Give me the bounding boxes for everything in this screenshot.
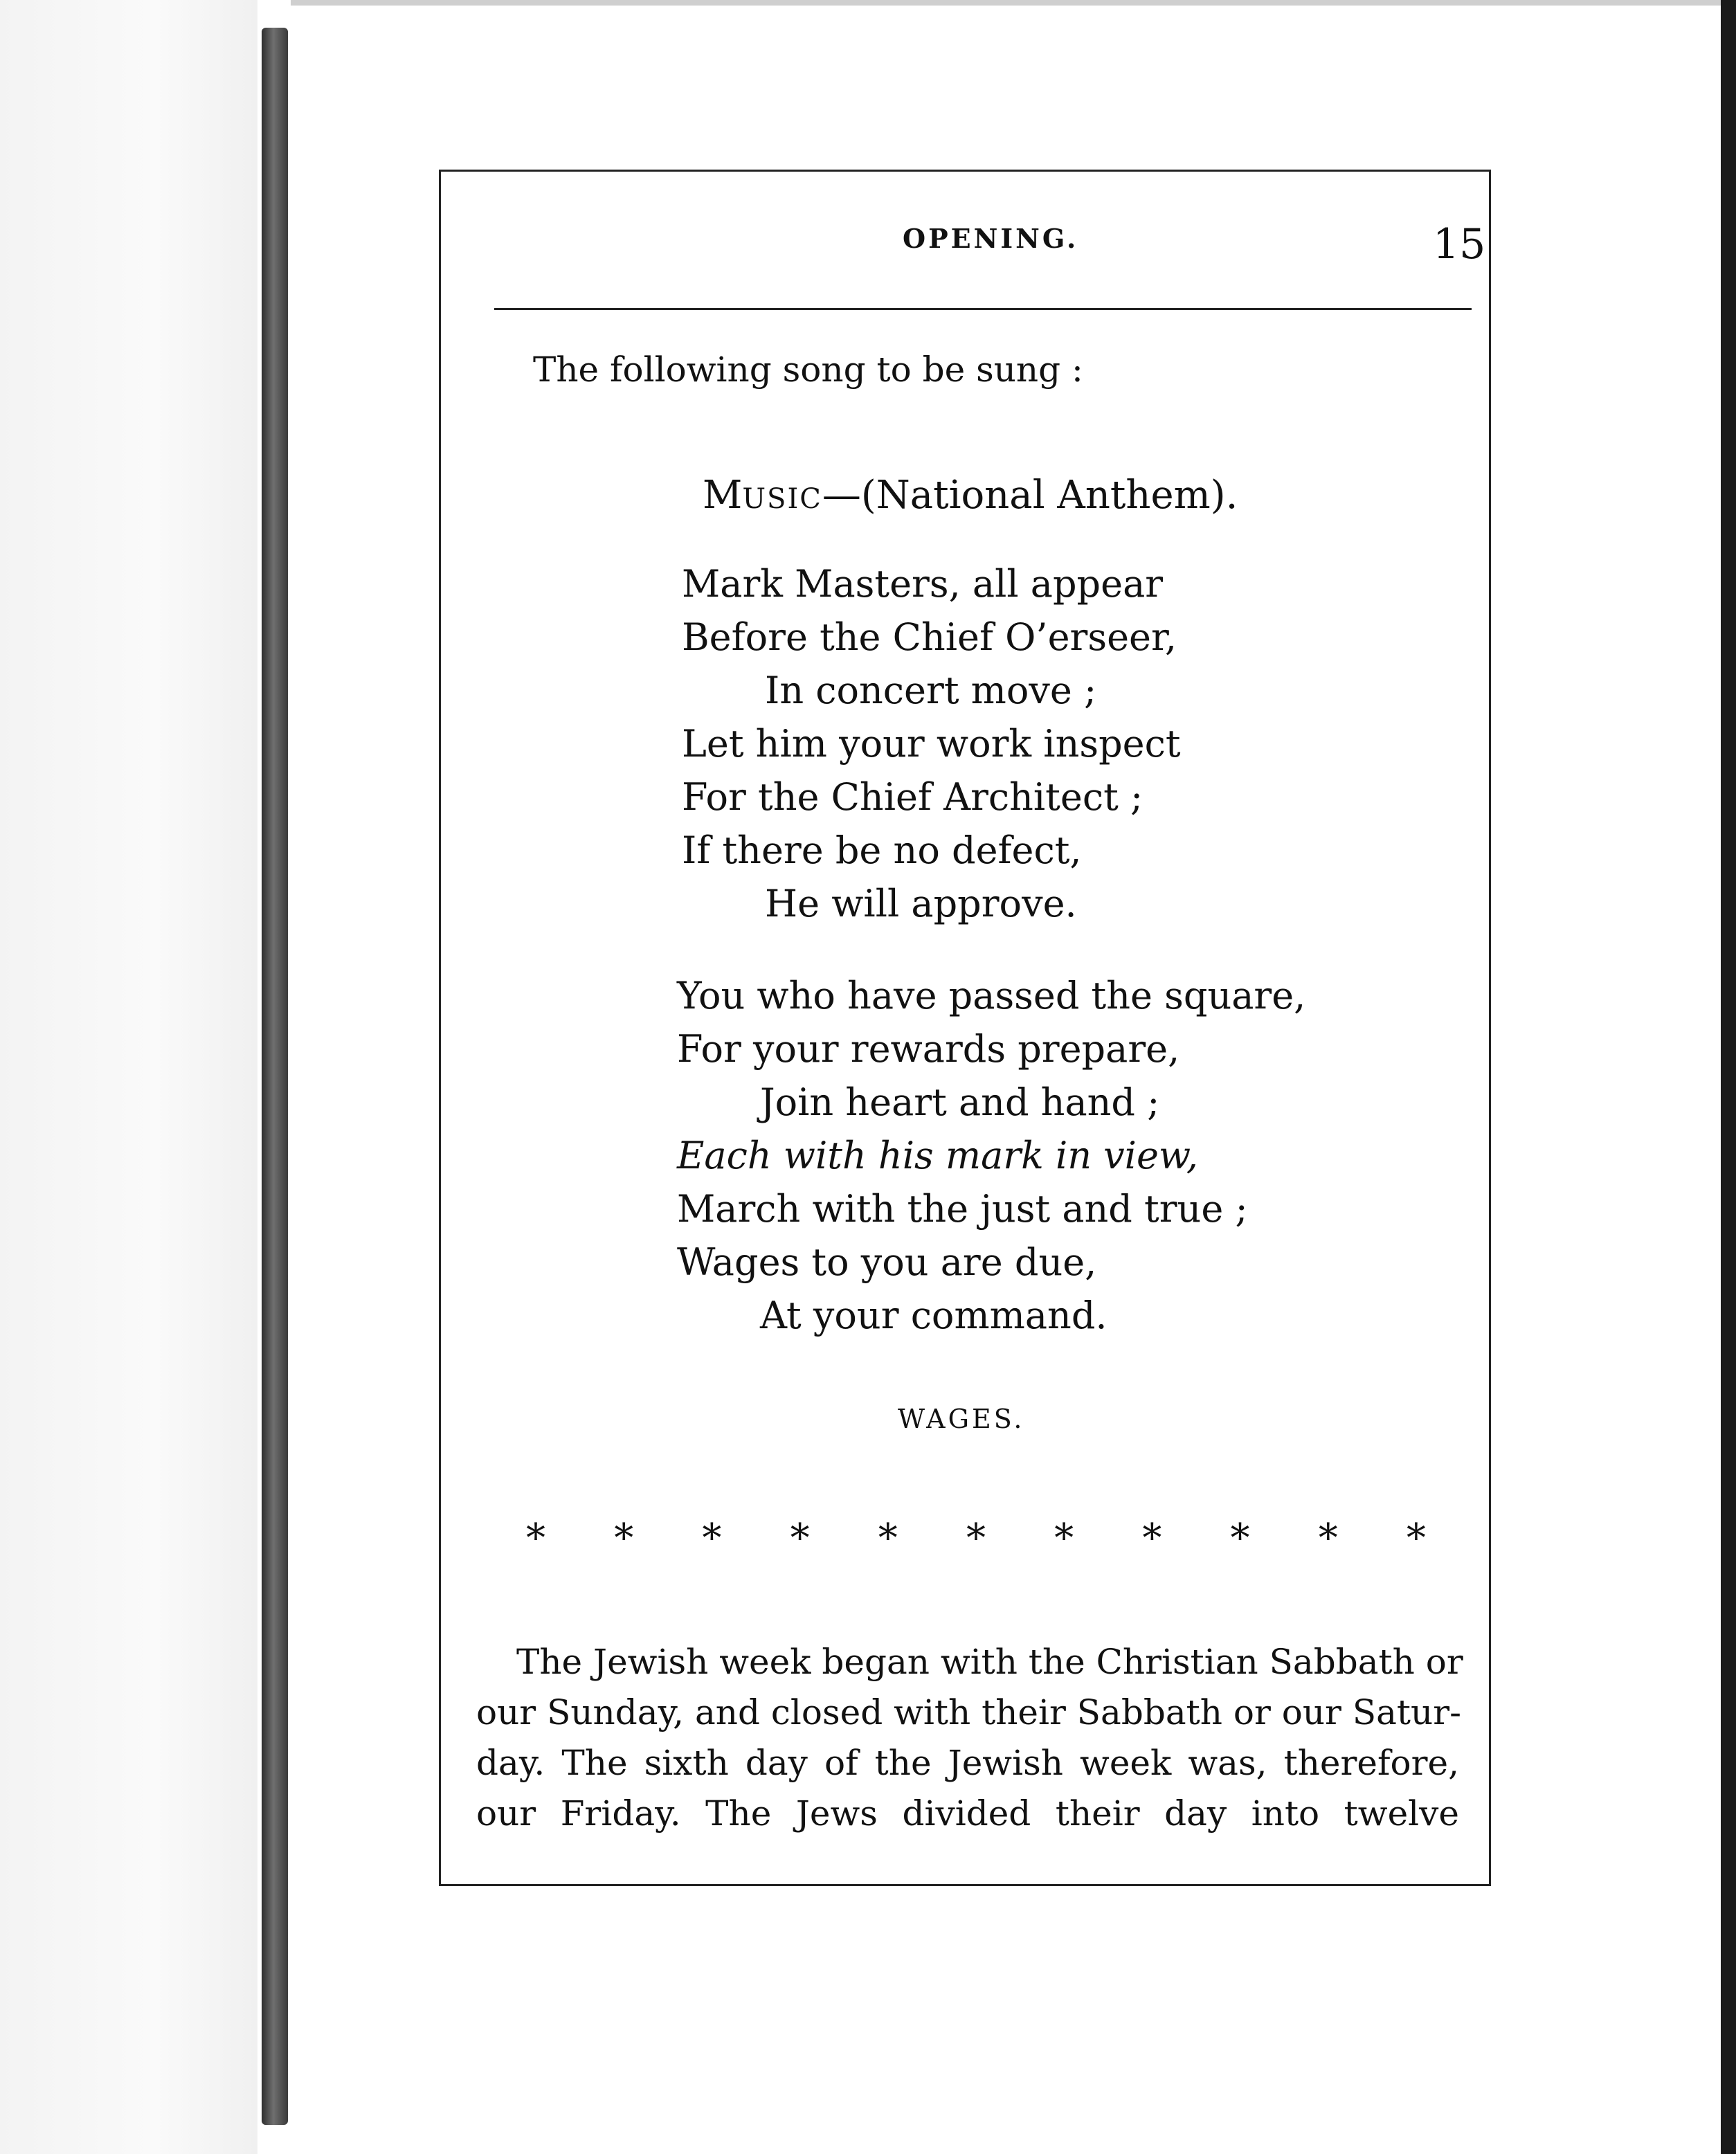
music-heading-small-caps: USIC [742,483,822,515]
verse-line: For your rewards prepare, [677,1027,1180,1071]
asterisk: * [702,1516,722,1561]
verse-line: If there be no defect, [682,829,1082,872]
asterisk: * [878,1516,898,1561]
wages-heading: WAGES. [898,1404,1025,1434]
verse-line-indented: He will approve. [765,882,1077,925]
music-heading-rest: —(National Anthem). [822,473,1238,518]
asterisk-separator [526,1516,1426,1561]
asterisk: * [614,1516,634,1561]
paragraph-line: The Jewish week began with the Christian Sabbath or [516,1642,1463,1682]
page-number: 15 [1433,220,1486,269]
verse-line: Let him your work inspect [682,722,1181,766]
verse-line: Before the Chief O’erseer, [682,615,1177,659]
music-heading [703,473,1238,518]
page-top-edge [291,0,1724,6]
verse-line-indented: In concert move ; [765,669,1097,712]
body-paragraph [476,1637,1463,1839]
asterisk: * [1142,1516,1162,1561]
verse-line: Mark Masters, all appear [682,562,1164,606]
intro-line: The following song to be sung : [533,350,1083,390]
paragraph-line: our Sunday, and closed with their Sabbath or our Satur- [476,1692,1461,1732]
verse-line: You who have passed the square, [677,974,1306,1017]
running-head: OPENING. [903,223,1079,254]
asterisk: * [1054,1516,1074,1561]
asterisk: * [790,1516,810,1561]
book-spine-shadow [262,28,288,2125]
asterisk: * [1230,1516,1250,1561]
facing-page-edge [0,0,257,2154]
verse-line: March with the just and true ; [677,1187,1248,1231]
asterisk: * [1406,1516,1426,1561]
stanza-2 [677,969,1305,1342]
header-rule [494,308,1472,310]
verse-line: For the Chief Architect ; [682,775,1143,819]
page-right-edge [1721,0,1736,2154]
stanza-1 [682,557,1181,930]
verse-line-italic: Each with his mark in view, [677,1134,1198,1177]
asterisk: * [526,1516,545,1561]
verse-line-indented: Join heart and hand ; [760,1080,1160,1124]
paragraph-line: our Friday. The Jews divided their day into twelve [476,1793,1459,1834]
verse-line-indented: At your command. [760,1294,1107,1337]
verse-line: Wages to you are due, [677,1240,1097,1284]
music-heading-initial: M [703,473,743,518]
asterisk: * [966,1516,986,1561]
paragraph-line: day. The sixth day of the Jewish week was, therefore, [476,1743,1459,1783]
asterisk: * [1318,1516,1338,1561]
